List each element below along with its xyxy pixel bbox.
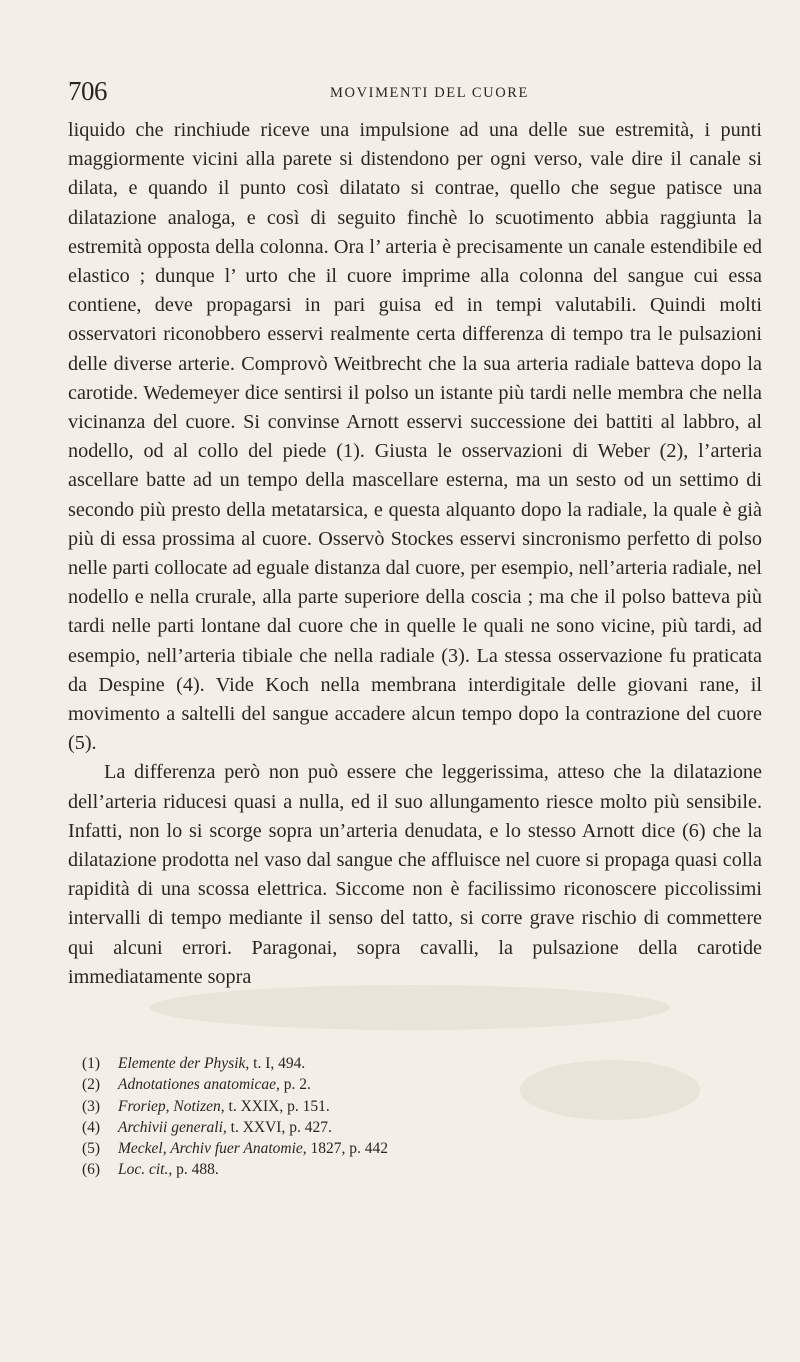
paragraph: La differenza però non può essere che leggerissima, atteso che la dilatazione dell’arteria riducesi quasi a nulla, ed il suo allungamento riesce molto più sensibile. Infatti, non lo si scorge sopra un’arteria denudata, e lo stesso Arnott dice (6) che la dilatazione prodotta nel vaso dal sangue che affluisce nel cuore si propaga quasi colla rapidità di una scossa elettrica. Siccome non è facilissimo riconoscere piccolissimi intervalli di tempo mediante il senso del tatto, si corre grave rischio di commettere qui alcuni errori. Paragonai, sopra cavalli, la pulsazione della carotide immediatamente sopra xyxy=(68,761,762,988)
footnote xyxy=(82,1074,742,1095)
footnote-title: Elemente der Physik, xyxy=(118,1055,250,1072)
page-header xyxy=(68,76,762,116)
footnote xyxy=(82,1053,742,1074)
footnote-ref: t. XXVI, p. 427. xyxy=(226,1118,332,1136)
footnote-mark: (2) xyxy=(82,1076,101,1094)
page-number: 706 xyxy=(68,76,107,106)
footnote xyxy=(82,1117,742,1138)
footnote xyxy=(82,1096,742,1117)
footnote-ref: t. XXIX, p. 151. xyxy=(224,1097,330,1115)
footnote-title: Adnotationes anatomicae, xyxy=(118,1076,280,1094)
footnote-mark: (6) xyxy=(82,1161,101,1179)
footnote xyxy=(82,1159,742,1180)
footnote-ref: t. I, 494. xyxy=(249,1055,306,1072)
footnote-mark: (3) xyxy=(82,1097,101,1115)
footnote-title: Froriep, Notizen, xyxy=(118,1097,225,1115)
running-head: MOVIMENTI DEL CUORE xyxy=(330,85,530,101)
footnote-ref: p. 2. xyxy=(279,1076,311,1094)
footnotes xyxy=(82,1053,742,1181)
footnote-title: Archivii generali, xyxy=(118,1118,227,1136)
footnote-mark: (5) xyxy=(82,1140,101,1158)
paragraph: liquido che rinchiude riceve una impulsione ad una delle sue estremità, i punti maggiormente vicini alla parete si distendono per ogni verso, vale dire il canale si dilata, e quando il punto così dilatato si contrae, quello che segue patisce una dilatazione analoga, e così di seguito finchè lo scuotimento abbia raggiunta la estremità opposta della colonna. Ora l’ arteria è precisamente un canale estendibile ed elastico ; dunque l’ urto che il cuore imprime alla colonna del sangue cui essa contiene, deve propagarsi in pari guisa ed in tempi valutabili. Quindi molti osservatori riconobbero esservi realmente certa differenza di tempo tra le pulsazioni delle diverse arterie. Comprovò Weitbrecht che la sua arteria radiale batteva dopo la carotide. Wedemeyer dice sentirsi il polso un istante più tardi nelle membra che nella vicinanza del cuore. Si convinse Arnott esservi successione dei battiti al labbro, al nodello, od al collo del piede (1). Giusta le osservazioni di Weber (2), l’arteria ascellare batte ad un tempo della mascellare esterna, ma un sesto od un settimo di secondo più presto della metatarsica, e questa alquanto dopo la radiale, la quale è già più di essa prossima al cuore. Osservò Stockes esservi sincronismo perfetto di polso nelle parti collocate ad eguale distanza dal cuore, per esempio, nell’arteria radiale, nel nodello e nella crurale, alla parte superiore della coscia ; ma che il polso batteva più tardi nelle parti lontane dal cuore che in quelle le quali ne sono vicine, più tardi, ad esempio, nell’arteria tibiale che nella radiale (3). La stessa osservazione fu praticata da Despine (4). Vide Koch nella membrana interdigitale delle giovani rane, il movimento a saltelli del sangue accadere alcun tempo dopo la contrazione del cuore (5). xyxy=(68,119,762,755)
footnote-title: Meckel, Archiv fuer Anatomie, xyxy=(118,1140,307,1158)
footnote xyxy=(82,1138,742,1159)
footnote-title: Loc. cit., xyxy=(118,1161,173,1179)
footnote-ref: p. 488. xyxy=(172,1161,219,1179)
footnote-mark: (1) xyxy=(82,1055,101,1072)
footnote-ref: 1827, p. 442 xyxy=(306,1140,389,1158)
footnote-mark: (4) xyxy=(82,1118,101,1136)
body-text xyxy=(68,116,762,992)
